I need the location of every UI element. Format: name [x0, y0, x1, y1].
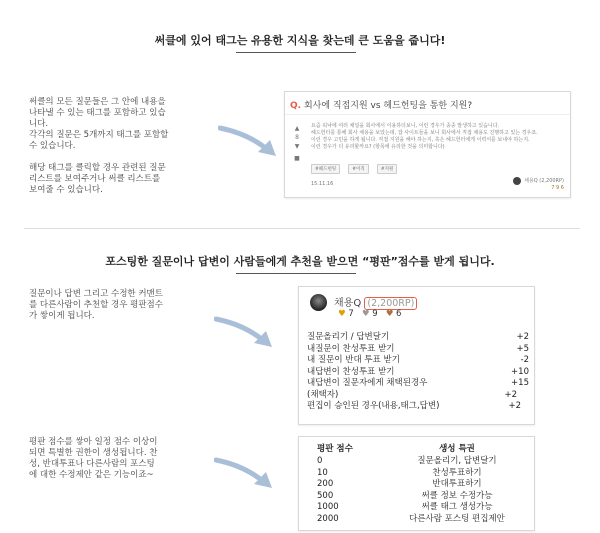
table-row: [317, 502, 517, 514]
column-header: 평판 점수: [317, 444, 353, 454]
score-value: +2: [504, 389, 517, 400]
perm-cell: 다른사람 포스팅 편집제안: [409, 513, 505, 524]
question-title[interactable]: [290, 98, 472, 111]
bronze-badge-icon: ♥: [385, 309, 394, 319]
body-line: 헤드헌터를 통해 회사 채용을 보았는데, 잡 사이트들을 보니 회사에서 직접 채용도 진행하고 있는 경우죠.: [311, 130, 538, 136]
vote-widget: [291, 124, 303, 163]
bookmark-icon[interactable]: ■: [294, 155, 300, 162]
desc-line: 리스트를 보여주거나 써클 리스트를: [29, 174, 161, 184]
score-label: 질문올리기 / 답변달기: [307, 332, 390, 342]
perm-cell: 찬성투표하기: [432, 467, 482, 478]
score-value: +2: [516, 332, 529, 342]
score-value: +10: [511, 366, 529, 377]
score-cell: 2000: [317, 513, 339, 524]
tag-chip[interactable]: #헤드헌팅: [311, 164, 340, 174]
desc-line: 수 있습니다.: [29, 141, 76, 151]
avatar: [513, 177, 521, 185]
q-mark: Q.: [290, 101, 302, 111]
heading-underline: [236, 52, 356, 53]
tag-chip[interactable]: #지원: [377, 164, 397, 174]
author-name: 채용Q (2,200RP): [524, 177, 564, 184]
section2-description-2: [29, 437, 204, 481]
silver-count: 9: [372, 309, 378, 319]
section2-heading: 포스팅한 질문이나 답변이 사람들에게 추천을 받으면 “평판”점수를 받게 됩니다.: [105, 255, 495, 268]
silver-badge-icon: ♥: [361, 309, 370, 319]
perm-cell: 써클 정보 수정가능: [421, 490, 493, 501]
score-row: [307, 390, 529, 402]
score-cell: 0: [317, 456, 323, 466]
score-label: 내질문이 찬성투표 받기: [307, 343, 395, 354]
desc-line: 해당 태그를 클릭할 경우 관련된 질문: [29, 163, 166, 173]
desc-line: 니다.: [29, 119, 49, 129]
table-row: [317, 491, 517, 503]
reputation-card: [298, 286, 535, 425]
avatar: [310, 294, 327, 311]
curved-arrow-icon: [218, 122, 280, 162]
score-cell: 200: [317, 479, 334, 489]
badge-line: [338, 309, 401, 319]
score-value: -2: [520, 355, 529, 365]
score-row: [307, 344, 529, 356]
desc-line: 질문이나 답변 그리고 수정한 커맨트: [29, 289, 163, 299]
tag-chip[interactable]: #이직: [348, 164, 368, 174]
score-cell: 1000: [317, 502, 339, 512]
heading-underline: [236, 273, 356, 274]
table-row: [317, 456, 517, 468]
section1-description: [29, 97, 204, 196]
desc-line: 에 대한 수정제안 같은 기능이죠~: [29, 470, 154, 480]
profile-name: 채용Q: [334, 298, 362, 309]
author-info[interactable]: [513, 177, 564, 192]
gold-count: 7: [348, 309, 354, 319]
body-line: 이런 경우가 더 유리할까요? (항목에 유리한 것을 의미합니다): [311, 144, 445, 150]
desc-line: 써클의 모든 질문들은 그 안에 내용을: [29, 97, 166, 107]
curved-arrow-icon: [214, 313, 276, 353]
question-card[interactable]: [284, 91, 571, 198]
table-row: [317, 479, 517, 491]
score-row: [307, 378, 529, 390]
desc-line: 나타낼 수 있는 태그를 포함하고 있습: [29, 108, 166, 118]
section1-heading: 써클에 있어 태그는 유용한 지식을 찾는데 큰 도움을 줍니다!: [154, 34, 446, 47]
section2-description: [29, 289, 204, 322]
gold-badge-icon: ♥: [338, 309, 346, 319]
column-header: 생성 특권: [439, 444, 475, 454]
profile-line: [334, 294, 417, 309]
table-row: [317, 468, 517, 480]
author-badges: 7 9 6: [551, 185, 564, 191]
score-value: +15: [511, 378, 529, 388]
question-body: [311, 123, 563, 174]
section-divider: [24, 228, 580, 229]
curved-arrow-icon: [214, 454, 276, 494]
question-title-text: 회사에 직접지원 vs 헤드헌팅을 통한 지원?: [303, 101, 473, 111]
chevron-up-icon[interactable]: ▲: [294, 125, 300, 132]
score-row: [307, 355, 529, 367]
chevron-down-icon[interactable]: ▼: [294, 143, 300, 150]
body-line: 이런 경우 고민을 하게 됩니다. 직접 지원을 해야 하는지, 혹은 헤드헌터에게 이력서를 보내야 하는지.: [311, 137, 530, 143]
score-label: 편집이 승인된 경우(내용,태그,답변): [307, 401, 440, 411]
desc-line: 각각의 질문은 5개까지 태그를 포함할: [29, 130, 169, 140]
permissions-card: [298, 436, 535, 531]
table-row: [317, 514, 517, 526]
score-list: [307, 332, 529, 413]
score-cell: 10: [317, 467, 328, 478]
reputation-points: (2,200RP): [364, 297, 417, 310]
score-value: +2: [508, 401, 521, 411]
desc-line: 가 쌓이게 됩니다.: [29, 311, 95, 321]
score-value: +5: [516, 343, 529, 354]
bronze-count: 6: [396, 309, 402, 319]
vote-count: 8: [295, 134, 299, 141]
tag-list: [311, 155, 563, 174]
score-row: [307, 332, 529, 344]
post-date: 15.11.16: [311, 181, 334, 187]
table-header: [317, 442, 517, 456]
desc-line: 보여줄 수 있습니다.: [29, 185, 103, 195]
score-label: 내답변이 찬성투표 받기: [307, 366, 395, 377]
score-label: 내답변이 질문자에게 채택된경우: [307, 378, 428, 388]
desc-line: 를 다른사람이 추천할 경우 평판점수: [29, 300, 163, 310]
desc-spacer: [29, 152, 204, 163]
score-row: [307, 401, 529, 413]
score-label: 내 질문이 반대 투표 받기: [307, 355, 400, 365]
score-label: (채택자): [307, 389, 339, 400]
perm-cell: 써클 태그 생성가능: [421, 502, 493, 512]
desc-line: 평판 점수를 쌓아 일정 점수 이상이: [29, 437, 158, 447]
permissions-table: [317, 442, 517, 525]
score-row: [307, 367, 529, 379]
divider: [285, 114, 570, 115]
perm-cell: 질문올리기, 답변달기: [417, 456, 497, 466]
perm-cell: 반대투표하기: [432, 479, 482, 489]
score-cell: 500: [317, 490, 334, 501]
body-line: 요즘 워낙에 여러 채널을 회사에서 이용하더보니, 이런 경우가 종종 발생하고 있습니다.: [311, 123, 500, 129]
desc-line: 되면 특별한 권한이 생성됩니다. 찬: [29, 448, 158, 458]
desc-line: 성, 반대투표나 다른사람의 포스팅: [29, 459, 155, 469]
